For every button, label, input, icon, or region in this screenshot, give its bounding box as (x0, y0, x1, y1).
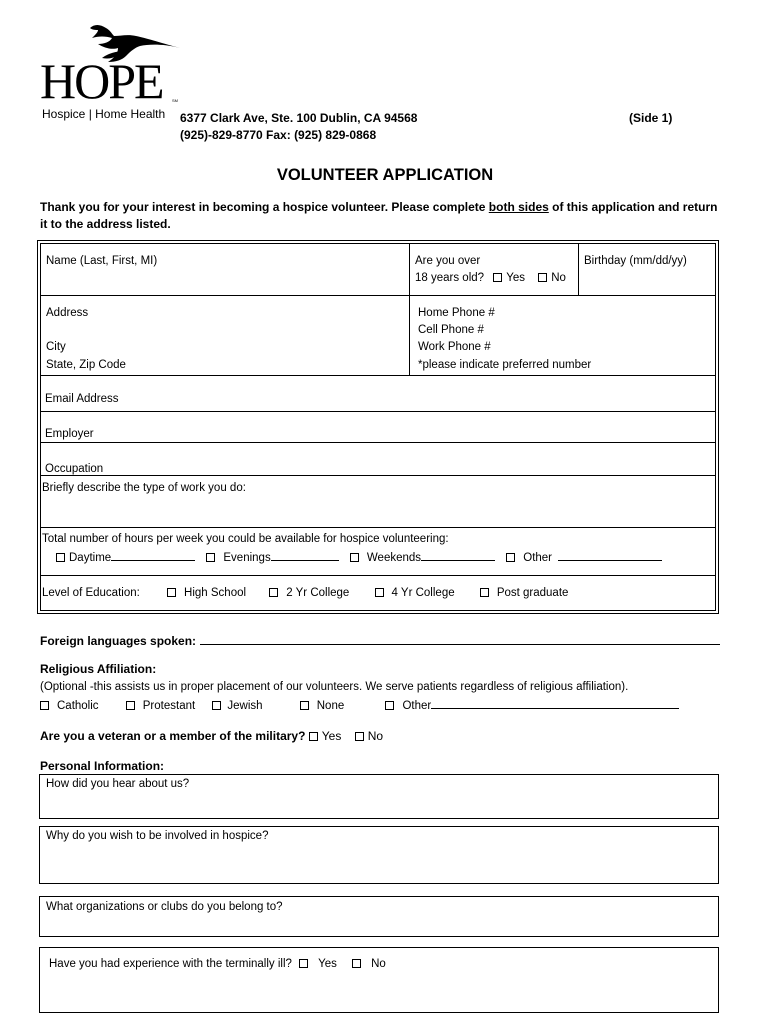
over18-label-2: 18 years old? (415, 272, 485, 284)
over18-options (415, 271, 566, 286)
over18-yes-label: Yes (506, 272, 526, 284)
over18-yes-checkbox[interactable] (493, 273, 502, 282)
logo-tm: SM (172, 98, 178, 103)
weekends-label: Weekends (366, 552, 422, 564)
occupation-field[interactable]: Occupation (45, 463, 104, 475)
languages-row (40, 634, 720, 649)
preferred-note: *please indicate preferred number (418, 359, 592, 371)
languages-blank[interactable] (200, 634, 720, 645)
row-divider (40, 411, 716, 412)
header-phones: (925)-829-8770 Fax: (925) 829-0868 (180, 128, 377, 142)
organizations-label: What organizations or clubs do you belong to? (46, 901, 283, 913)
birthday-field[interactable]: Birthday (mm/dd/yy) (584, 255, 687, 267)
veteran-yes-label: Yes (321, 729, 342, 743)
other-religion-blank[interactable] (431, 698, 679, 709)
side-label: (Side 1) (629, 111, 673, 125)
evenings-checkbox[interactable] (206, 553, 215, 562)
header-address: 6377 Clark Ave, Ste. 100 Dublin, CA 94568 (180, 111, 418, 125)
logo (40, 22, 180, 122)
home-phone-field[interactable]: Home Phone # (418, 307, 495, 319)
name-field[interactable]: Name (Last, First, MI) (46, 255, 158, 267)
religion-heading: Religious Affiliation: (40, 662, 157, 676)
catholic-label: Catholic (57, 700, 99, 712)
state-zip-field[interactable]: State, Zip Code (46, 359, 126, 371)
terminally-ill-label: Have you had experience with the terminally ill? (49, 958, 292, 970)
employer-field[interactable]: Employer (45, 428, 94, 440)
post-graduate-checkbox[interactable] (480, 588, 489, 597)
availability-options (56, 550, 662, 566)
other-availability-checkbox[interactable] (506, 553, 515, 562)
terminally-ill-yes-checkbox[interactable] (299, 959, 308, 968)
terminally-ill-row (49, 957, 386, 972)
row-divider (40, 295, 716, 296)
city-field[interactable]: City (46, 341, 66, 353)
daytime-checkbox[interactable] (56, 553, 65, 562)
over18-no-label: No (551, 272, 566, 284)
high-school-checkbox[interactable] (167, 588, 176, 597)
row-divider (40, 375, 716, 376)
hours-label: Total number of hours per week you could be available for hospice volunteering: (42, 533, 449, 545)
evenings-blank[interactable] (271, 550, 339, 561)
other-religion-checkbox[interactable] (385, 701, 394, 710)
weekends-blank[interactable] (421, 550, 495, 561)
page-title: VOLUNTEER APPLICATION (276, 166, 494, 184)
education-options (42, 586, 568, 601)
high-school-label: High School (184, 587, 247, 599)
address-field[interactable]: Address (46, 307, 89, 319)
other-religion-label: Other (402, 700, 432, 712)
other-availability-blank[interactable] (558, 550, 662, 561)
intro-underline: both sides (488, 200, 549, 214)
protestant-label: Protestant (142, 700, 196, 712)
intro-line2: it to the address listed. (40, 217, 171, 231)
terminally-ill-no-checkbox[interactable] (352, 959, 361, 968)
row-divider (40, 575, 716, 576)
veteran-row (40, 729, 383, 744)
veteran-no-checkbox[interactable] (355, 732, 364, 741)
row-divider (40, 442, 716, 443)
other-availability-label: Other (523, 552, 553, 564)
none-label: None (316, 700, 345, 712)
personal-heading: Personal Information: (40, 759, 165, 773)
over18-label: Are you over (415, 255, 481, 267)
row-divider (40, 475, 716, 476)
veteran-question: Are you a veteran or a member of the military? (40, 729, 306, 743)
col-divider (409, 243, 410, 375)
logo-tagline: Hospice | Home Health (42, 107, 166, 121)
catholic-checkbox[interactable] (40, 701, 49, 710)
col-divider (578, 243, 579, 295)
email-field[interactable]: Email Address (45, 393, 119, 405)
two-yr-college-checkbox[interactable] (269, 588, 278, 597)
four-yr-college-checkbox[interactable] (375, 588, 384, 597)
veteran-yes-checkbox[interactable] (309, 732, 318, 741)
daytime-blank[interactable] (111, 550, 195, 561)
jewish-label: Jewish (227, 700, 263, 712)
veteran-no-label: No (367, 729, 384, 743)
why-hospice-label: Why do you wish to be involved in hospice? (46, 830, 269, 842)
post-graduate-label: Post graduate (496, 587, 569, 599)
intro-text (40, 200, 740, 215)
protestant-checkbox[interactable] (126, 701, 135, 710)
row-divider (40, 527, 716, 528)
intro-part1: Thank you for your interest in becoming a hospice volunteer. Please complete (40, 200, 489, 214)
hear-about-us-label: How did you hear about us? (46, 778, 190, 790)
evenings-label: Evenings (223, 552, 271, 564)
work-phone-field[interactable]: Work Phone # (418, 341, 491, 353)
intro-part2: of this application and return (548, 200, 718, 214)
work-description-field[interactable]: Briefly describe the type of work you do: (42, 482, 246, 494)
religion-options (40, 698, 679, 714)
logo-wordmark: HOPE (40, 53, 163, 109)
weekends-checkbox[interactable] (350, 553, 359, 562)
two-yr-college-label: 2 Yr College (286, 587, 350, 599)
over18-no-checkbox[interactable] (538, 273, 547, 282)
religion-note: (Optional -this assists us in proper placement of our volunteers. We serve patients regardless of religious affiliation). (40, 681, 629, 693)
daytime-label: Daytime (69, 552, 112, 564)
languages-label: Foreign languages spoken: (40, 634, 197, 648)
none-checkbox[interactable] (300, 701, 309, 710)
terminally-ill-yes-label: Yes (318, 958, 337, 970)
cell-phone-field[interactable]: Cell Phone # (418, 324, 484, 336)
terminally-ill-no-label: No (371, 958, 386, 970)
four-yr-college-label: 4 Yr College (391, 587, 455, 599)
education-label: Level of Education: (42, 587, 140, 599)
jewish-checkbox[interactable] (212, 701, 221, 710)
